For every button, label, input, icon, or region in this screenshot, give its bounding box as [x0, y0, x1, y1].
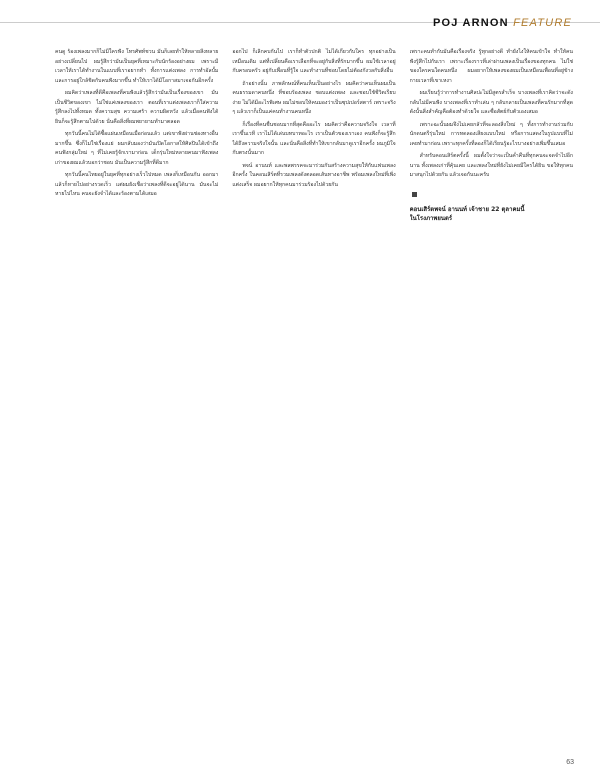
article-body [55, 48, 573, 754]
paragraph: สำหรับคอนเสิร์ตครั้งนี้ ผมตั้งใจว่าจะเป็นค่ำคืนที่ทุกคนจะจดจำไปอีกนาน ทั้งเพลงเก่าที่คุ้นเคย และเพลงใหม่ที่ยังไม่เคยมีใครได้ยิน ขอให้ทุกคนมาสนุกไปด้วยกัน แล้วเจอกันนะครับ [409, 153, 573, 178]
column-1 [55, 48, 218, 754]
column-3 [410, 48, 573, 754]
paragraph: ทุกวันนี้คนไม่ได้ซื้อแผ่นเหมือนเมื่อก่อนแล้ว แต่เขาฟังผ่านช่องทางอื่นมากขึ้น ซึ่งก็ไม่ใช่เรื่องแย่ ผมกลับมองว่ามันเปิดโอกาสให้ศิลปินได้เข้าถึงคนฟังกลุ่มใหม่ ๆ ที่ไม่เคยรู้จักเรามาก่อน เด็กรุ่นใหม่หลายคนมาฟังเพลงเก่าของผมแล้วบอกว่าชอบ มันเป็นความรู้สึกที่ดีมาก [55, 131, 219, 166]
paragraph: ก็เรื่องที่คนชื่นชอบมากที่สุดคืออะไร ผมคิดว่าคือความจริงใจ เวลาที่เราขึ้นเวที เราไม่ได้เล่นบทบาทอะไร เราเป็นตัวของเราเอง คนฟังก็จะรู้สึกได้ถึงความจริงใจนั้น และนั่นคือสิ่งที่ทำให้เขากลับมาดูเราอีกครั้ง ผมภูมิใจกับตรงนั้นมาก [232, 121, 396, 156]
column-2 [232, 48, 395, 754]
paragraph: พจน์ อานนท์ และพลพรรคจะมาร่วมกันสร้างความสุขให้กับแฟนเพลงอีกครั้ง ในคอนเสิร์ตที่รวมเพลงดังตลอดเส้นทางอาชีพ พร้อมเพลงใหม่ที่เพิ่งแต่งเสร็จ ผมอยากให้ทุกคนมาร่วมร้องไปด้วยกัน [232, 162, 396, 188]
page-header [0, 0, 600, 40]
paragraph: ผมเรียนรู้ว่าการทำงานศิลปะไม่มีสูตรสำเร็จ บางเพลงที่เราคิดว่าจะดัง กลับไม่มีคนฟัง บางเพลงที่เราทำเล่น ๆ กลับกลายเป็นเพลงที่คนรักมากที่สุด ดังนั้นสิ่งสำคัญคือต้องทำด้วยใจ และซื่อสัตย์กับตัวเองเสมอ [409, 90, 573, 115]
paragraph: ทุกวันนี้คนไทยอยู่ในยุคที่ทุกอย่างเร็วไปหมด เพลงก็เหมือนกัน ออกมาแล้วก็หายไปอย่างรวดเร็ว แต่ผมยังเชื่อว่าเพลงที่ดีจะอยู่ได้นาน มันจะไม่หายไปไหน คนจะยังจำได้และร้องตามได้เสมอ [55, 172, 219, 197]
paragraph: เพราะคนทำกับมันคือเรื่องจริง รู้ทุกอย่างดี ทำยังไงให้คนเข้าใจ ทำให้คนฟังรู้สึกไปกับเรา เพราะเรื่องราวที่เล่าผ่านเพลงเป็นเรื่องของทุกคน ไม่ใช่ของใครคนใดคนหนึ่ง ผมอยากให้เพลงของผมเป็นเหมือนเพื่อนที่อยู่ข้างกายเวลาที่เขาเหงา [409, 49, 573, 84]
section-title [433, 17, 572, 29]
end-mark-icon [412, 192, 417, 197]
credit-line: คอนเสิร์ตพจน์ อานนท์ เจ้าชาย 22 ตุลาคมนี้ [409, 205, 525, 213]
page-number: 63 [566, 759, 574, 766]
paragraph: ผมคิดว่าเพลงที่ดีคือเพลงที่คนฟังแล้วรู้สึกว่ามันเป็นเรื่องของเขา มันเป็นชีวิตของเขา ไม่ใช่แค่เพลงของเรา ตอนที่เราแต่งเพลงเราก็ใส่ความรู้สึกลงไปทั้งหมด ทั้งความสุข ความเศร้า ความผิดหวัง แล้วเมื่อคนฟังได้ยินก็จะรู้สึกตามไปด้วย นั่นคือสิ่งที่ผมพยายามทำมาตลอด [55, 90, 219, 125]
paragraph: คนดู ร้องเพลงมากก็ไม่มีใครฟัง โทรศัพท์ชวน มันก็เลยทำให้หลายสิ่งหลายอย่างเปลี่ยนไป ผมรู้สึกว่ามันเป็นยุคที่เหมาะกับนักร้องอย่างผม เพราะมีเวลาให้เราได้ทำงานในแบบที่เราอยากทำ ทั้งการแต่งเพลง การทำอัลบั้ม และการอยู่ใกล้ชิดกับคนฟังมากขึ้น ทำให้เราได้มีโอกาสมาเจอกันอีกครั้ง [55, 49, 219, 84]
paragraph: ถ้าอย่างนั้น ภาพลักษณ์ที่คนเห็นเป็นอย่างไร ผมคิดว่าคนเห็นผมเป็นคนธรรมดาคนหนึ่ง ที่ชอบร้องเพลง ชอบแต่งเพลง และชอบใช้ชีวิตเรียบง่าย ไม่ได้มีอะไรพิเศษ ผมไม่ชอบให้คนมองว่าเป็นซุปเปอร์สตาร์ เพราะจริง ๆ แล้วเราก็เป็นแค่คนทำงานคนหนึ่ง [232, 80, 396, 115]
concert-credit [410, 205, 573, 223]
brand-name: POJ ARNON [433, 17, 509, 29]
paragraph: ออกไป ก็เลิกคบกันไป เราก็ทำตัวปกติ ไม่ได้เกี่ยวกับใคร ทุกอย่างเป็นเหมือนเดิม แต่ที่เปลี่ยนคือเราเลือกที่จะอยู่กับสิ่งที่รักมากขึ้น ผมใช้เวลาอยู่กับครอบครัว อยู่กับเพื่อนที่รู้ใจ และทำงานที่ชอบโดยไม่ต้องกังวลกับสิ่งอื่น [232, 49, 396, 74]
credit-line: ในโรงภาพยนตร์ [409, 214, 453, 222]
brand-section: FEATURE [513, 17, 572, 29]
paragraph: เพราะฉะนั้นผมจึงไม่เคยกลัวที่จะลองสิ่งใหม่ ๆ ทั้งการทำงานร่วมกับนักดนตรีรุ่นใหม่ การทดลองเสียงแบบใหม่ หรือการแสดงในรูปแบบที่ไม่เคยทำมาก่อน เพราะทุกครั้งที่ลองก็ได้เรียนรู้อะไรบางอย่างเพิ่มขึ้นเสมอ [409, 121, 573, 147]
